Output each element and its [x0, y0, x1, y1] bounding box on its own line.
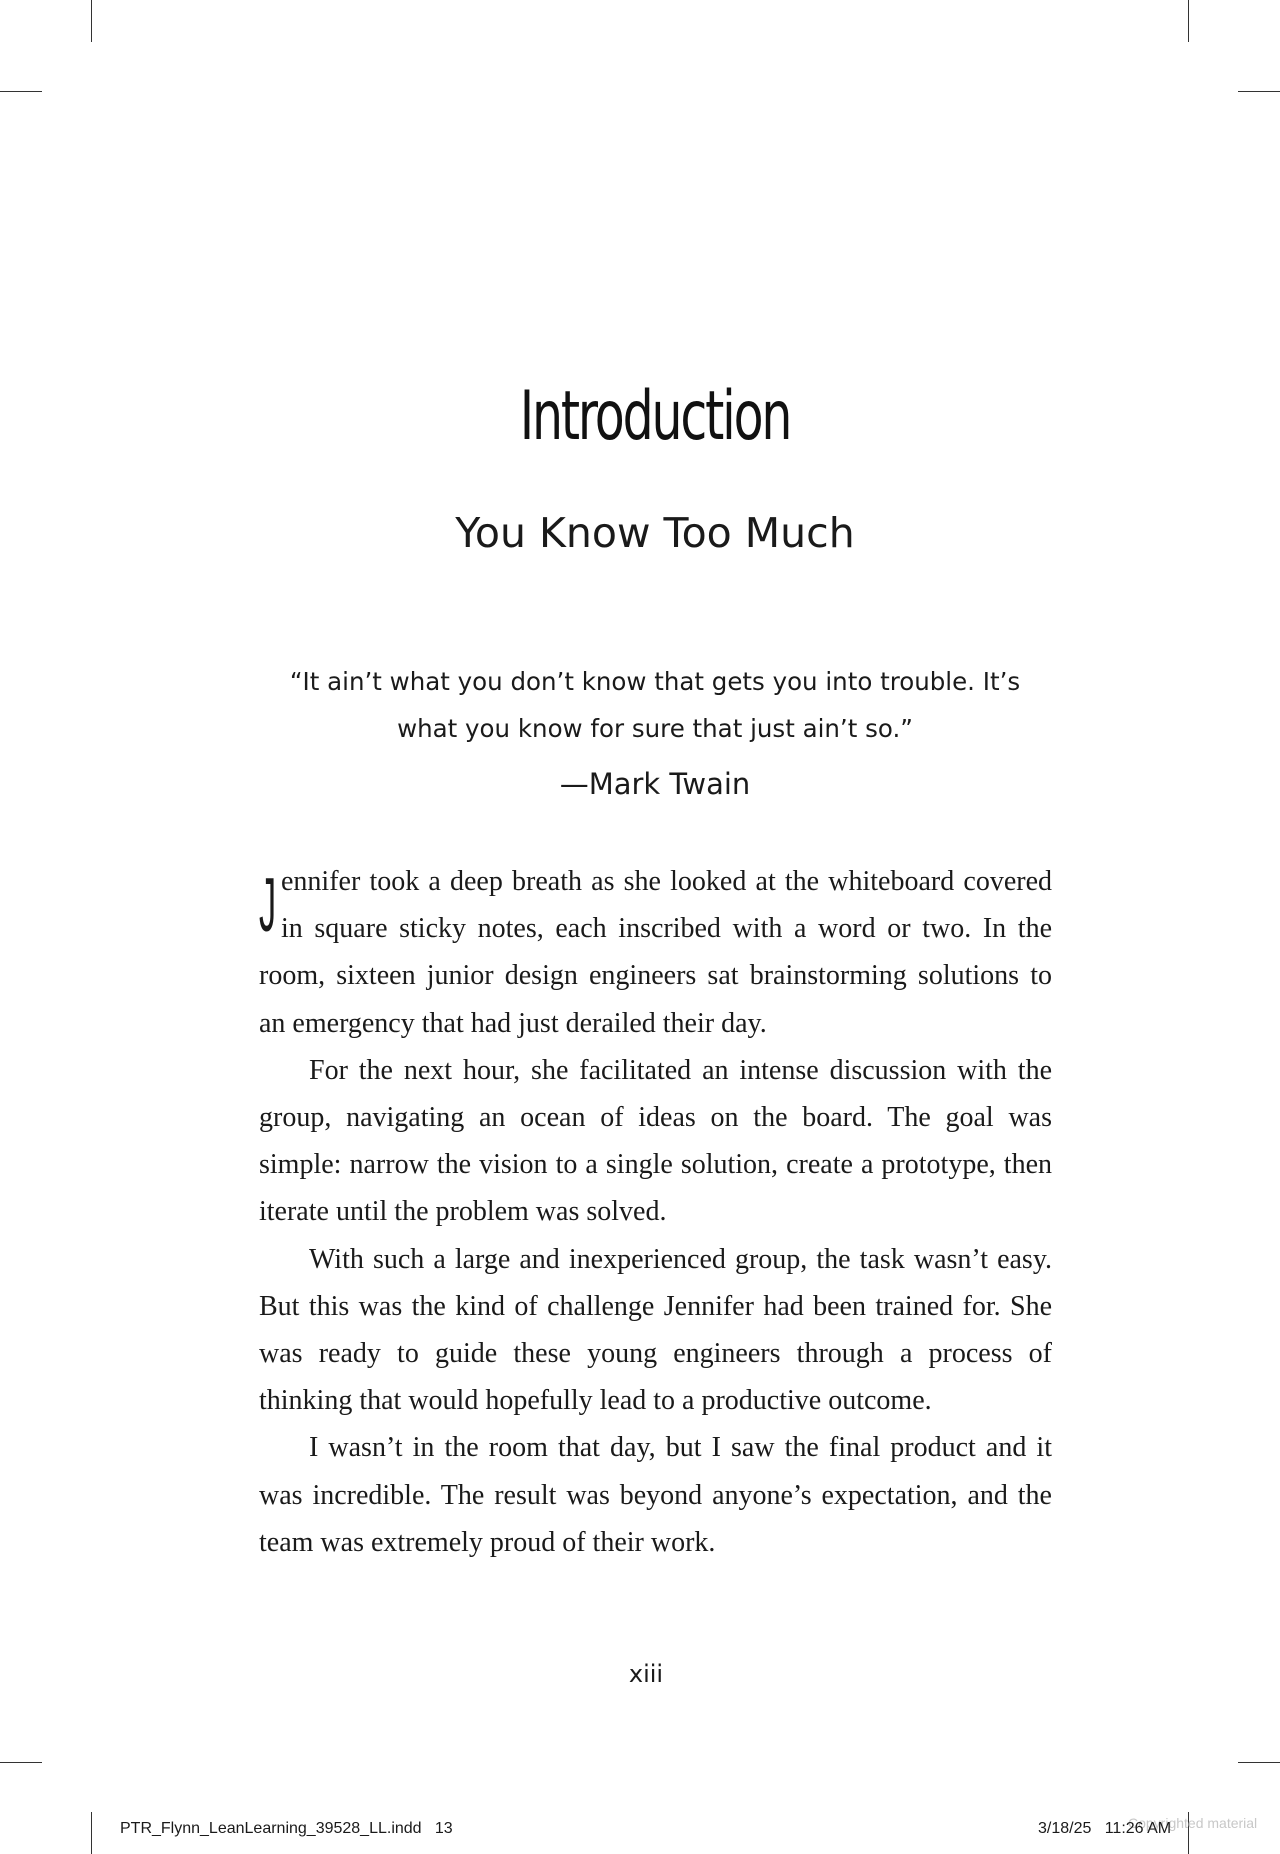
paragraph-1 [259, 858, 1052, 1047]
paragraph-2: For the next hour, she facilitated an intense discussion with the group, navigating an ocean of ideas on the board. The goal was simple: narrow the vision to a single solution, create a prototype, then iterate until the problem was solved. [259, 1054, 1052, 1228]
crop-mark-left-bottom [0, 1762, 42, 1763]
paragraph-3: With such a large and inexperienced group, the task wasn’t easy. But this was the kind of challenge Jennifer had been trained for. She was ready to guide these young engineers through a process of thinking that would hopefully lead to a productive outcome. [259, 1243, 1052, 1417]
body-text [259, 858, 1052, 1566]
slug-file-name: PTR_Flynn_LeanLearning_39528_LL.indd 13 [120, 1820, 453, 1837]
crop-mark-right-top [1238, 91, 1280, 92]
paragraph-4: I wasn’t in the room that day, but I saw the final product and it was incredible. The result was beyond anyone’s expectation, and the team was extremely proud of their work. [259, 1432, 1052, 1558]
chapter-subtitle: You Know Too Much [455, 509, 855, 557]
chapter-title: Introduction [519, 377, 791, 456]
epigraph-attribution: —Mark Twain [559, 767, 751, 801]
paragraph-1-text: ennifer took a deep breath as she looked at the whiteboard covered in square sticky notes, each inscribed with a word or two. In the room, sixteen junior design engineers sat brainstorming solutions to an emergency that had just derailed their day. [259, 866, 1052, 1039]
epigraph-quote [240, 658, 1070, 752]
drop-cap: J [259, 863, 277, 948]
crop-mark-top-right [1188, 0, 1189, 42]
copyright-watermark: Copyrighted material [1128, 1815, 1258, 1831]
page-number: xiii [628, 1660, 664, 1688]
slug-datetime: 3/18/25 11:26 AM [1038, 1820, 1172, 1837]
epigraph-line-1: “It ain’t what you don’t know that gets you into trouble. It’s [289, 667, 1021, 696]
crop-mark-bottom-left [91, 1812, 92, 1854]
crop-mark-top-left [91, 0, 92, 42]
epigraph-line-2: what you know for sure that just ain’t so.” [397, 714, 913, 743]
crop-mark-right-bottom [1238, 1762, 1280, 1763]
crop-mark-left-top [0, 91, 42, 92]
